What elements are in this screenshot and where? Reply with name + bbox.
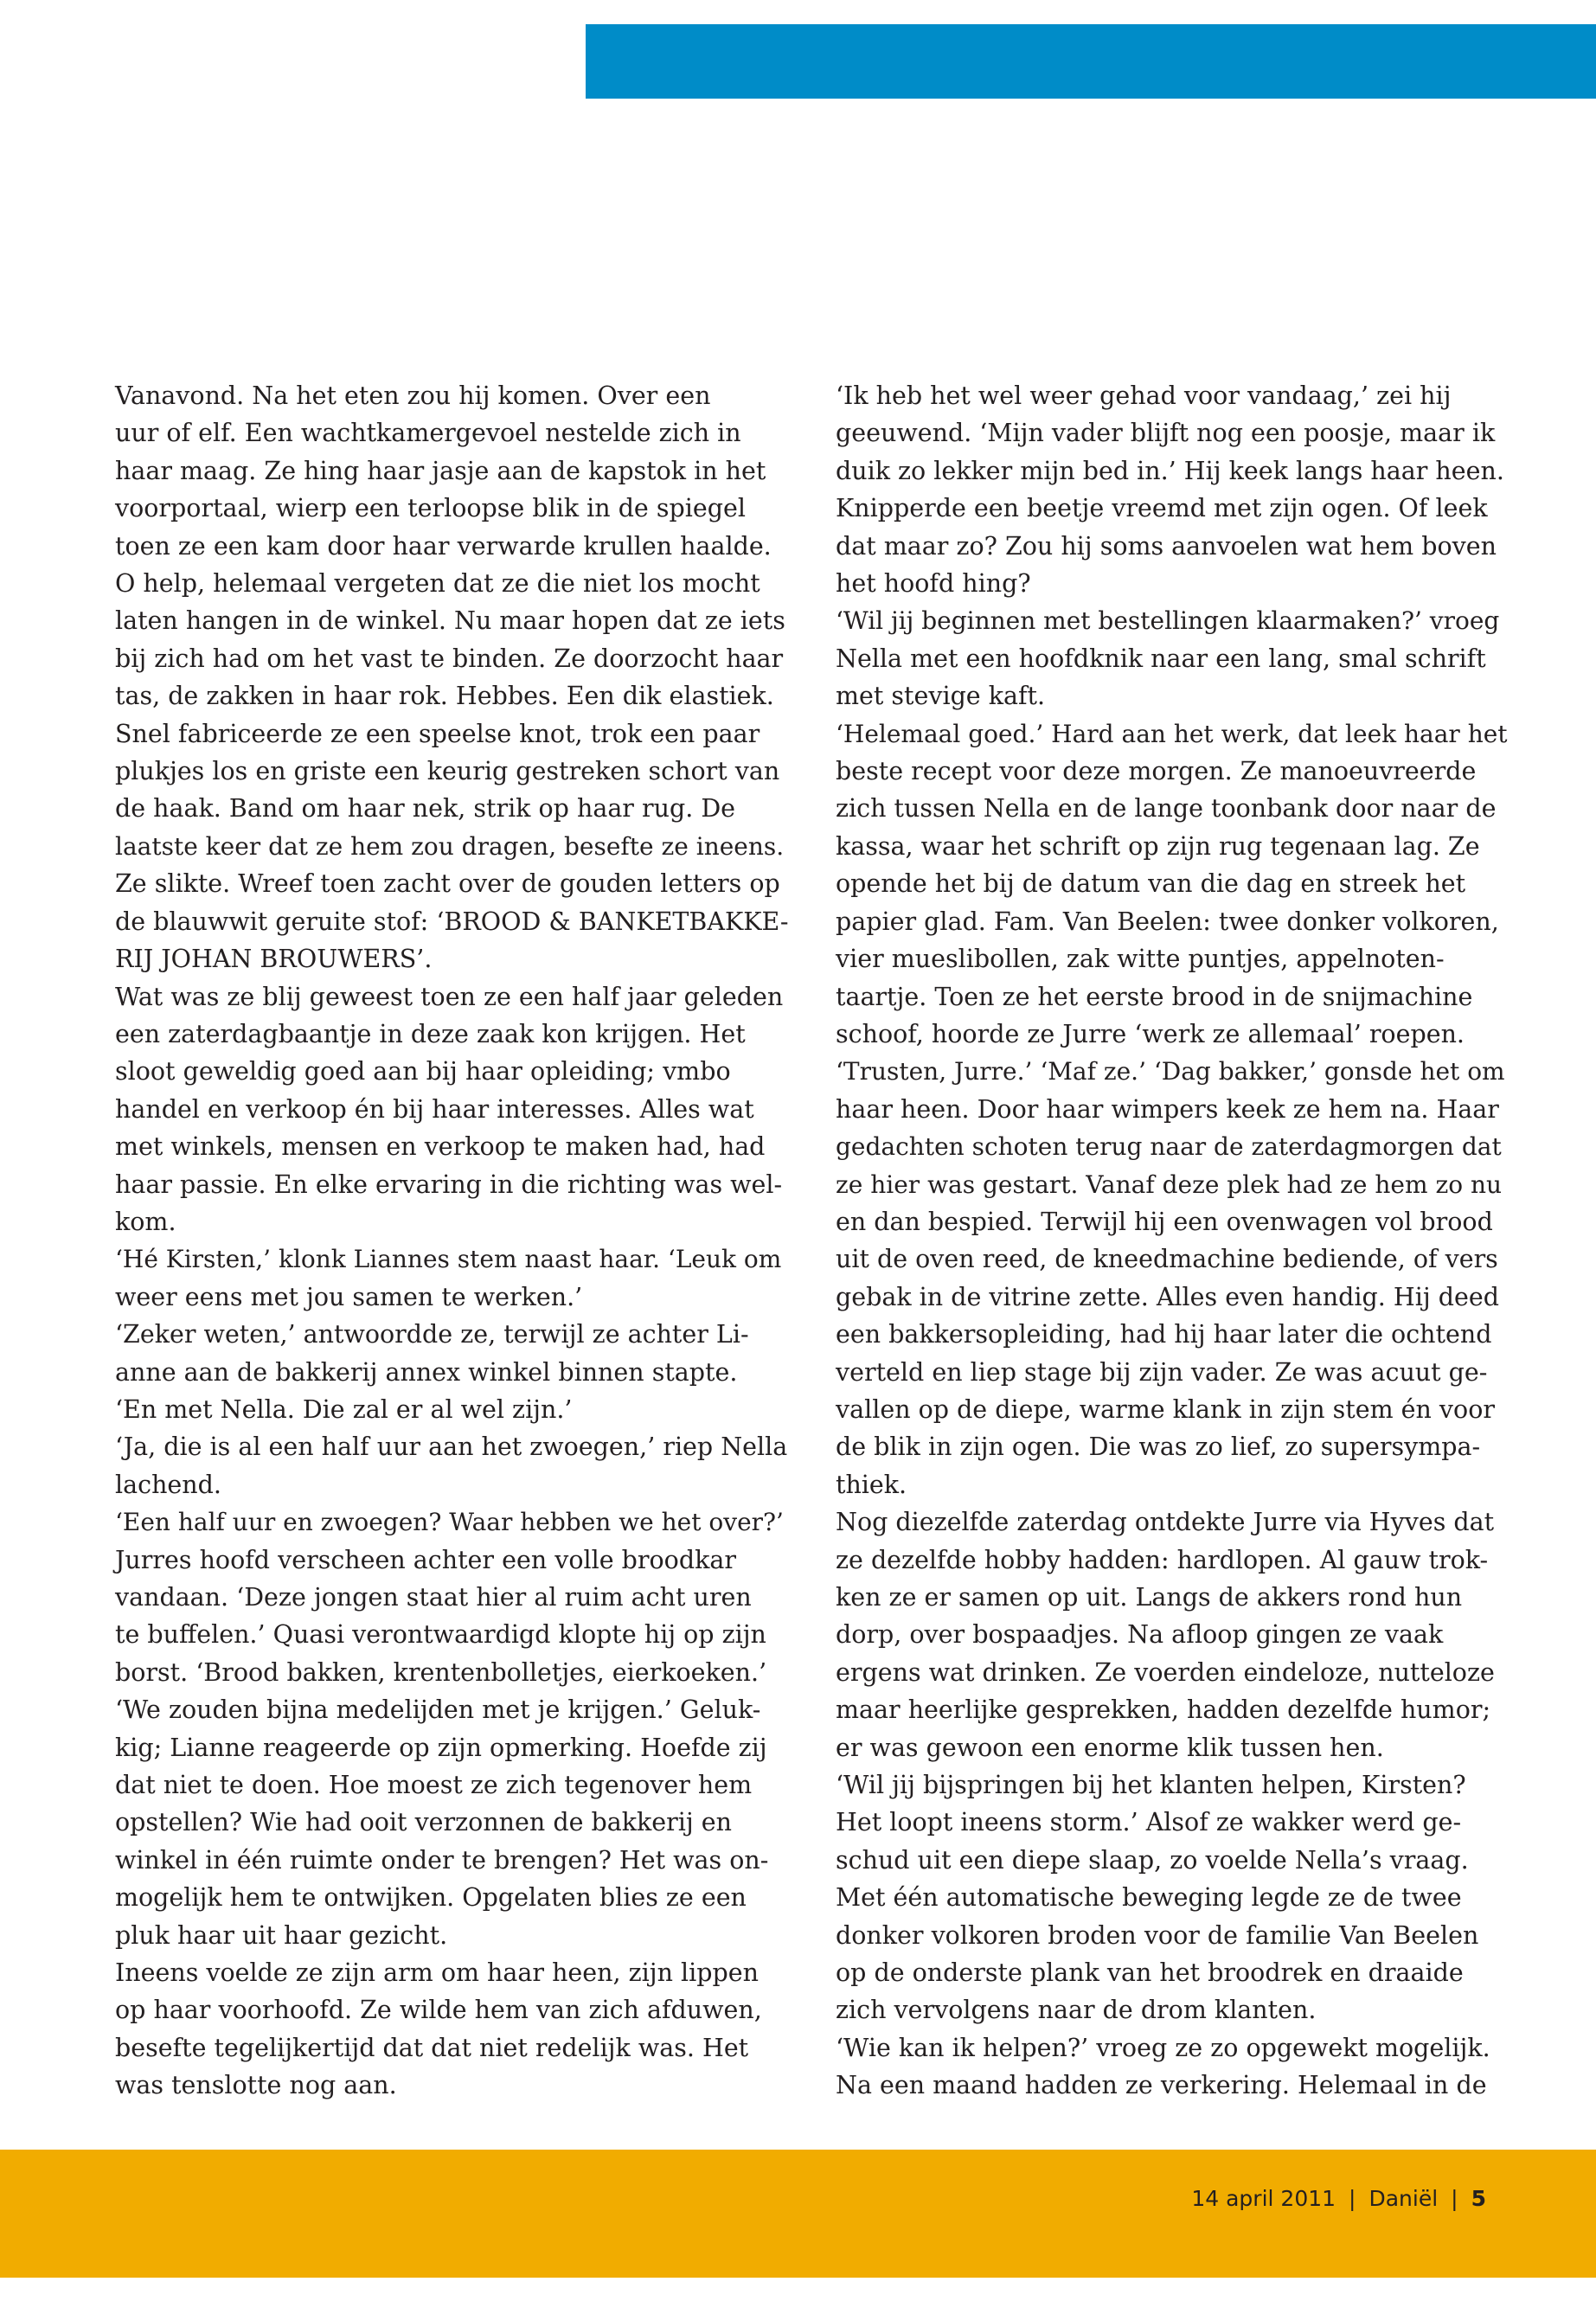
text-line: met stevige kaft. [836, 682, 1046, 711]
text-line: het hoofd hing? [836, 569, 1031, 599]
text-line: maar heerlijke gesprekken, hadden dezelfde humor; [836, 1695, 1491, 1725]
text-line: vier mueslibollen, zak witte puntjes, appelnoten- [836, 945, 1445, 974]
text-line: vandaan. ‘Deze jongen staat hier al ruim acht uren [115, 1583, 752, 1612]
text-line: dorp, over bospaadjes. Na afloop gingen ze vaak [836, 1620, 1444, 1650]
text-line: kom. [115, 1207, 176, 1236]
text-line: een bakkersopleiding, had hij haar later die ochtend [836, 1320, 1492, 1349]
text-line: ‘Een half uur en zwoegen? Waar hebben we het over?’ [115, 1508, 784, 1537]
text-line: Ineens voelde ze zijn arm om haar heen, zijn lippen [115, 1958, 759, 1988]
text-line: op de onderste plank van het broodrek en draaide [836, 1958, 1464, 1988]
text-line: Jurres hoofd verscheen achter een volle broodkar [115, 1545, 736, 1574]
text-line: was tenslotte nog aan. [115, 2071, 397, 2100]
text-line: anne aan de bakkerij annex winkel binnen stapte. [115, 1357, 738, 1387]
text-line: een zaterdagbaantje in deze zaak kon krijgen. Het [115, 1019, 746, 1048]
footer-info [1191, 2186, 1486, 2211]
text-line: er was gewoon een enorme klik tussen hen. [836, 1733, 1384, 1762]
text-line: lachend. [115, 1470, 221, 1499]
text-line: ‘Helemaal goed.’ Hard aan het werk, dat leek haar het [836, 719, 1508, 748]
footer-publication: Daniël [1368, 2186, 1439, 2211]
text-line: ken ze er samen op uit. Langs de akkers rond hun [836, 1583, 1463, 1612]
text-line: ‘Zeker weten,’ antwoordde ze, terwijl ze achter Li- [115, 1320, 749, 1349]
text-line: schoof, hoorde ze Jurre ‘werk ze allemaal’ roepen. [836, 1019, 1465, 1048]
footer-separator: | [1451, 2186, 1458, 2211]
text-line: kig; Lianne reageerde op zijn opmerking. Hoefde zij [115, 1733, 767, 1762]
text-line: ‘Ja, die is al een half uur aan het zwoegen,’ riep Nella [115, 1433, 788, 1462]
text-line: bij zich had om het vast te binden. Ze doorzocht haar [115, 644, 784, 673]
text-line: ze hier was gestart. Vanaf deze plek had ze hem zo nu [836, 1170, 1503, 1199]
text-line: ergens wat drinken. Ze voerden eindeloze, nutteloze [836, 1657, 1495, 1687]
text-line: en dan bespied. Terwijl hij een ovenwagen vol brood [836, 1207, 1493, 1236]
text-line: uur of elf. Een wachtkamergevoel nestelde zich in [115, 419, 741, 448]
text-line: borst. ‘Brood bakken, krentenbolletjes, eierkoeken.’ [115, 1657, 767, 1687]
text-line: laten hangen in de winkel. Nu maar hopen dat ze iets [115, 606, 785, 636]
text-line: Het loopt ineens storm.’ Alsof ze wakker werd ge- [836, 1808, 1462, 1837]
text-line: laatste keer dat ze hem zou dragen, besefte ze ineens. [115, 831, 785, 861]
left-column [115, 377, 790, 2105]
text-line: tas, de zakken in haar rok. Hebbes. Een dik elastiek. [115, 682, 774, 711]
text-line: voorportaal, wierp een terloopse blik in de spiegel [115, 494, 746, 523]
text-line: de blauwwit geruite stof: ‘BROOD & BANKETBAKKE- [115, 907, 789, 936]
text-line: Vanavond. Na het eten zou hij komen. Over een [115, 381, 711, 410]
text-line: met winkels, mensen en verkoop te maken had, had [115, 1132, 766, 1162]
text-line: dat maar zo? Zou hij soms aanvoelen wat hem boven [836, 531, 1497, 561]
page-number: 5 [1471, 2186, 1486, 2211]
text-line: haar maag. Ze hing haar jasje aan de kapstok in het [115, 456, 766, 485]
text-line: besefte tegelijkertijd dat dat niet redelijk was. Het [115, 2033, 749, 2062]
text-line: pluk haar uit haar gezicht. [115, 1920, 448, 1950]
text-line: papier glad. Fam. Van Beelen: twee donker volkoren, [836, 907, 1499, 936]
text-line: Nella met een hoofdknik naar een lang, smal schrift [836, 644, 1486, 673]
text-line: ‘Wie kan ik helpen?’ vroeg ze zo opgewekt mogelijk. [836, 2033, 1490, 2062]
footer-date: 14 april 2011 [1191, 2186, 1336, 2211]
text-line: uit de oven reed, de kneedmachine bediende, of vers [836, 1245, 1498, 1274]
text-line: opende het bij de datum van die dag en streek het [836, 869, 1466, 899]
text-line: handel en verkoop én bij haar interesses. Alles wat [115, 1094, 754, 1124]
text-line: RIJ JOHAN BROUWERS’. [115, 945, 433, 974]
text-line: haar passie. En elke ervaring in die richting was wel- [115, 1170, 783, 1199]
footer-separator: | [1349, 2186, 1356, 2211]
text-line: schud uit een diepe slaap, zo voelde Nella’s vraag. [836, 1845, 1469, 1875]
footer-bar [0, 2150, 1596, 2278]
text-line: gebak in de vitrine zette. Alles even handig. Hij deed [836, 1282, 1499, 1311]
text-line: zich vervolgens naar de drom klanten. [836, 1996, 1317, 2025]
text-line: opstellen? Wie had ooit verzonnen de bakkerij en [115, 1808, 732, 1837]
text-line: Met één automatische beweging legde ze de twee [836, 1883, 1462, 1913]
text-line: zich tussen Nella en de lange toonbank door naar de [836, 794, 1497, 824]
text-line: verteld en liep stage bij zijn vader. Ze was acuut ge- [836, 1357, 1488, 1387]
text-line: Nog diezelfde zaterdag ontdekte Jurre via Hyves dat [836, 1508, 1495, 1537]
text-line: haar heen. Door haar wimpers keek ze hem na. Haar [836, 1094, 1499, 1124]
text-line: ‘Hé Kirsten,’ klonk Liannes stem naast haar. ‘Leuk om [115, 1245, 782, 1274]
text-line: ‘Wil jij beginnen met bestellingen klaarmaken?’ vroeg [836, 606, 1500, 636]
text-line: vallen op de diepe, warme klank in zijn stem én voor [836, 1394, 1495, 1424]
text-line: op haar voorhoofd. Ze wilde hem van zich afduwen, [115, 1996, 762, 2025]
text-line: geeuwend. ‘Mijn vader blijft nog een poosje, maar ik [836, 419, 1496, 448]
text-line: dat niet te doen. Hoe moest ze zich tegenover hem [115, 1771, 753, 1800]
text-line: de blik in zijn ogen. Die was zo lief, zo supersympa- [836, 1433, 1481, 1462]
text-line: ‘En met Nella. Die zal er al wel zijn.’ [115, 1394, 573, 1424]
text-line: ‘Ik heb het wel weer gehad voor vandaag,’ zei hij [836, 381, 1452, 410]
right-column [836, 377, 1510, 2105]
text-line: donker volkoren broden voor de familie Van Beelen [836, 1920, 1479, 1950]
text-line: gedachten schoten terug naar de zaterdagmorgen dat [836, 1132, 1502, 1162]
text-line: duik zo lekker mijn bed in.’ Hij keek langs haar heen. [836, 456, 1504, 485]
text-line: Knipperde een beetje vreemd met zijn ogen. Of leek [836, 494, 1488, 523]
text-line: Na een maand hadden ze verkering. Helemaal in de [836, 2071, 1487, 2100]
top-color-bar [586, 24, 1596, 99]
text-line: ‘Wil jij bijspringen bij het klanten helpen, Kirsten? [836, 1771, 1466, 1800]
text-line: beste recept voor deze morgen. Ze manoeuvreerde [836, 757, 1477, 786]
text-line: Ze slikte. Wreef toen zacht over de gouden letters op [115, 869, 780, 899]
text-line: ‘Trusten, Jurre.’ ‘Maf ze.’ ‘Dag bakker,’ gonsde het om [836, 1057, 1505, 1086]
text-line: winkel in één ruimte onder te brengen? Het was on- [115, 1845, 769, 1875]
text-line: kassa, waar het schrift op zijn rug tegenaan lag. Ze [836, 831, 1480, 861]
text-line: sloot geweldig goed aan bij haar opleiding; vmbo [115, 1057, 731, 1086]
text-line: ze dezelfde hobby hadden: hardlopen. Al gauw trok- [836, 1545, 1489, 1574]
text-line: weer eens met jou samen te werken.’ [115, 1282, 583, 1311]
text-line: Snel fabriceerde ze een speelse knot, trok een paar [115, 719, 760, 748]
text-line: O help, helemaal vergeten dat ze die niet los mocht [115, 569, 760, 599]
text-line: de haak. Band om haar nek, strik op haar rug. De [115, 794, 736, 824]
text-line: toen ze een kam door haar verwarde krullen haalde. [115, 531, 772, 561]
text-line: te buffelen.’ Quasi verontwaardigd klopte hij op zijn [115, 1620, 766, 1650]
text-line: mogelijk hem te ontwijken. Opgelaten blies ze een [115, 1883, 747, 1913]
text-line: taartje. Toen ze het eerste brood in de snijmachine [836, 982, 1473, 1011]
text-line: Wat was ze blij geweest toen ze een half jaar geleden [115, 982, 784, 1011]
text-line: plukjes los en griste een keurig gestreken schort van [115, 757, 780, 786]
text-line: thiek. [836, 1470, 907, 1499]
text-line: ‘We zouden bijna medelijden met je krijgen.’ Geluk- [115, 1695, 761, 1725]
